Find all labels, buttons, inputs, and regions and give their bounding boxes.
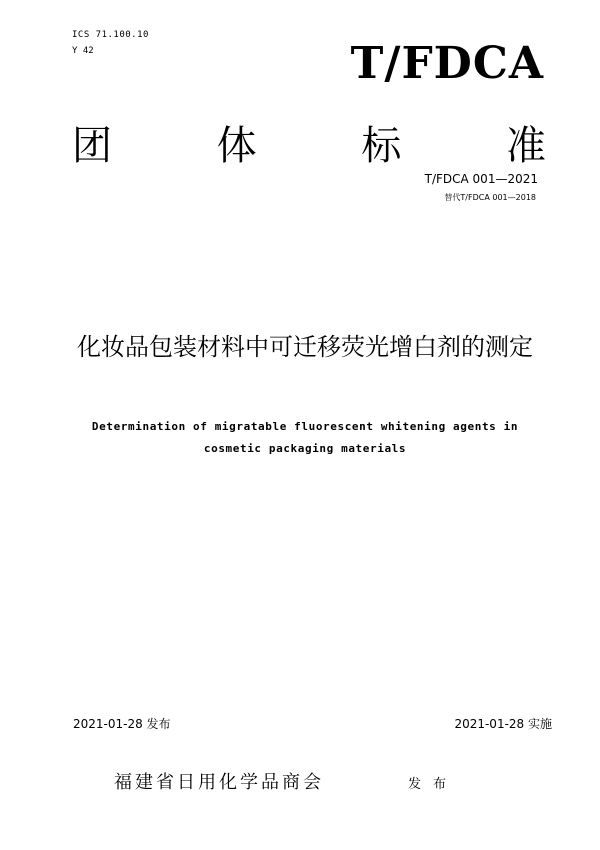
- document-title-chinese: 化妆品包装材料中可迁移荧光增白剂的测定: [77, 333, 533, 361]
- standard-type-char: 标: [361, 123, 402, 169]
- publication-date: 2021-01-28 发布: [73, 717, 171, 731]
- standard-number: T/FDCA 001—2021: [424, 172, 538, 186]
- issuing-organization: 福建省日用化学品商会: [114, 772, 324, 793]
- standard-type-char: 团: [72, 123, 112, 169]
- issue-label: 发布: [408, 777, 459, 792]
- standard-type-char: 体: [216, 123, 257, 169]
- document-title-english: Determination of migratable fluorescent whitening agents in cosmetic packaging materials: [91, 420, 519, 455]
- replaces-note: 替代T/FDCA 001—2018: [444, 193, 536, 202]
- bottom-divider: [72, 735, 550, 736]
- top-divider: [72, 96, 544, 97]
- ics-code: ICS 71.100.10: [72, 30, 149, 40]
- standard-type-heading: [72, 124, 546, 168]
- ccs-code: Y 42: [72, 46, 94, 56]
- organization-code: T/FDCA: [350, 38, 544, 89]
- implementation-date: 2021-01-28 实施: [454, 717, 552, 731]
- standard-type-char: 准: [505, 123, 546, 169]
